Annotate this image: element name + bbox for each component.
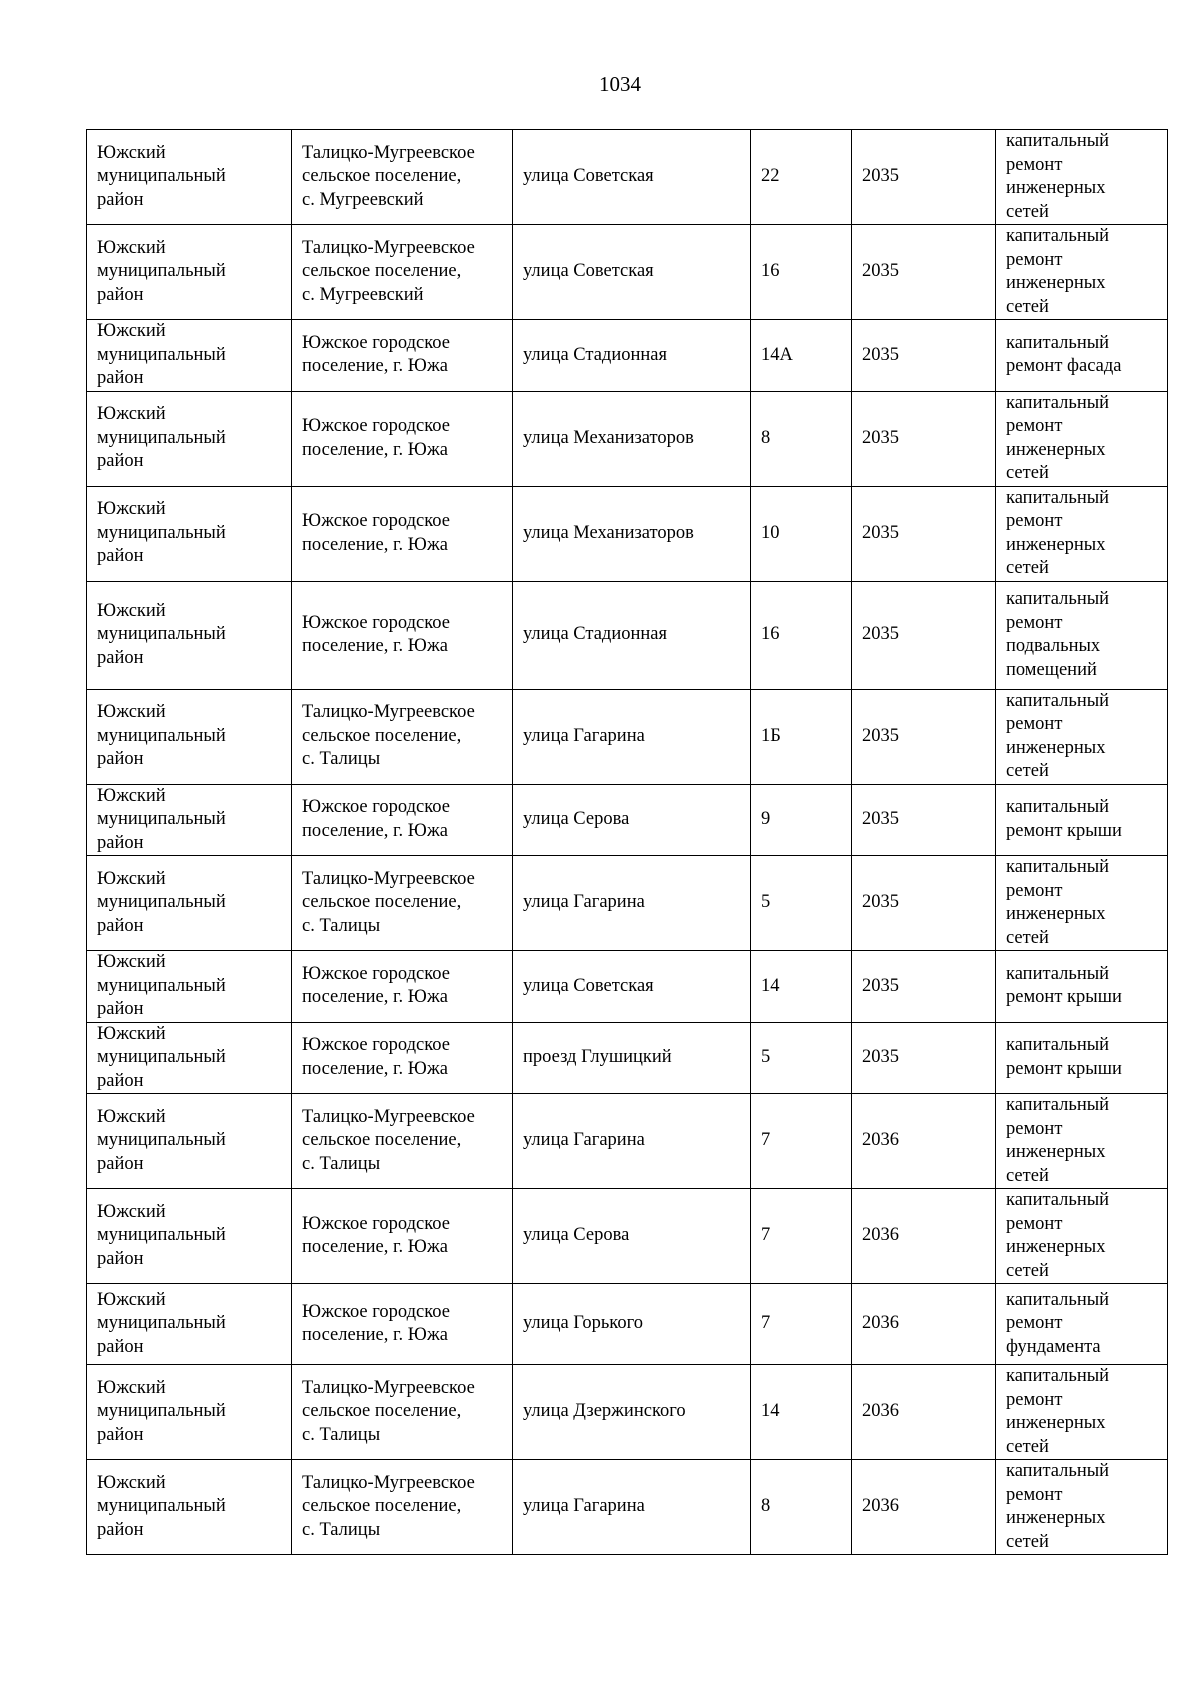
house-number-cell: 7 — [751, 1189, 852, 1284]
table-row — [87, 689, 1168, 784]
table-row — [87, 1284, 1168, 1365]
work-type-cell: капитальный ремонт инженерных сетей — [996, 856, 1168, 951]
work-type-cell: капитальный ремонт крыши — [996, 1022, 1168, 1094]
house-number-cell: 14А — [751, 320, 852, 392]
house-number-cell: 10 — [751, 486, 852, 581]
street-cell: улица Серова — [513, 784, 751, 856]
district-cell: Южский муниципальный район — [87, 320, 292, 392]
district-cell: Южский муниципальный район — [87, 486, 292, 581]
table-row — [87, 225, 1168, 320]
year-cell: 2035 — [852, 486, 996, 581]
work-type-cell: капитальный ремонт инженерных сетей — [996, 391, 1168, 486]
work-type-cell: капитальный ремонт инженерных сетей — [996, 1094, 1168, 1189]
table-row — [87, 1189, 1168, 1284]
settlement-cell: Южское городское поселение, г. Южа — [292, 784, 513, 856]
settlement-cell: Талицко-Мугреевское сельское поселение, с. Талицы — [292, 1460, 513, 1555]
table-row — [87, 130, 1168, 225]
work-type-cell: капитальный ремонт инженерных сетей — [996, 1365, 1168, 1460]
street-cell: улица Серова — [513, 1189, 751, 1284]
work-type-cell: капитальный ремонт крыши — [996, 784, 1168, 856]
table-row — [87, 486, 1168, 581]
work-type-cell: капитальный ремонт инженерных сетей — [996, 130, 1168, 225]
settlement-cell: Южское городское поселение, г. Южа — [292, 391, 513, 486]
table-row — [87, 1094, 1168, 1189]
table-row — [87, 1022, 1168, 1094]
street-cell: улица Гагарина — [513, 1460, 751, 1555]
settlement-cell: Талицко-Мугреевское сельское поселение, с. Талицы — [292, 1365, 513, 1460]
page-number: 1034 — [599, 72, 641, 96]
district-cell: Южский муниципальный район — [87, 1189, 292, 1284]
district-cell: Южский муниципальный район — [87, 391, 292, 486]
year-cell: 2035 — [852, 689, 996, 784]
table-row — [87, 581, 1168, 689]
street-cell: проезд Глушицкий — [513, 1022, 751, 1094]
house-number-cell: 22 — [751, 130, 852, 225]
district-cell: Южский муниципальный район — [87, 1284, 292, 1365]
settlement-cell: Талицко-Мугреевское сельское поселение, с. Талицы — [292, 1094, 513, 1189]
street-cell: улица Советская — [513, 951, 751, 1023]
street-cell: улица Советская — [513, 130, 751, 225]
work-type-cell: капитальный ремонт инженерных сетей — [996, 486, 1168, 581]
year-cell: 2035 — [852, 225, 996, 320]
street-cell: улица Механизаторов — [513, 486, 751, 581]
settlement-cell: Талицко-Мугреевское сельское поселение, с. Талицы — [292, 689, 513, 784]
district-cell: Южский муниципальный район — [87, 784, 292, 856]
year-cell: 2035 — [852, 391, 996, 486]
district-cell: Южский муниципальный район — [87, 951, 292, 1023]
street-cell: улица Стадионная — [513, 581, 751, 689]
house-number-cell: 8 — [751, 391, 852, 486]
work-type-cell: капитальный ремонт крыши — [996, 951, 1168, 1023]
year-cell: 2035 — [852, 951, 996, 1023]
registry-table-body — [87, 130, 1168, 1555]
settlement-cell: Южское городское поселение, г. Южа — [292, 951, 513, 1023]
settlement-cell: Южское городское поселение, г. Южа — [292, 1022, 513, 1094]
street-cell: улица Стадионная — [513, 320, 751, 392]
district-cell: Южский муниципальный район — [87, 1365, 292, 1460]
house-number-cell: 14 — [751, 1365, 852, 1460]
street-cell: улица Горького — [513, 1284, 751, 1365]
table-row — [87, 320, 1168, 392]
table-row — [87, 784, 1168, 856]
work-type-cell: капитальный ремонт инженерных сетей — [996, 225, 1168, 320]
work-type-cell: капитальный ремонт инженерных сетей — [996, 689, 1168, 784]
house-number-cell: 14 — [751, 951, 852, 1023]
district-cell: Южский муниципальный район — [87, 581, 292, 689]
table-row — [87, 1460, 1168, 1555]
registry-table — [86, 129, 1168, 1555]
settlement-cell: Талицко-Мугреевское сельское поселение, с. Мугреевский — [292, 225, 513, 320]
year-cell: 2036 — [852, 1284, 996, 1365]
district-cell: Южский муниципальный район — [87, 130, 292, 225]
work-type-cell: капитальный ремонт подвальных помещений — [996, 581, 1168, 689]
settlement-cell: Южское городское поселение, г. Южа — [292, 486, 513, 581]
year-cell: 2035 — [852, 1022, 996, 1094]
district-cell: Южский муниципальный район — [87, 1460, 292, 1555]
work-type-cell: капитальный ремонт фундамента — [996, 1284, 1168, 1365]
year-cell: 2035 — [852, 320, 996, 392]
work-type-cell: капитальный ремонт фасада — [996, 320, 1168, 392]
settlement-cell: Талицко-Мугреевское сельское поселение, с. Мугреевский — [292, 130, 513, 225]
house-number-cell: 5 — [751, 1022, 852, 1094]
street-cell: улица Дзержинского — [513, 1365, 751, 1460]
house-number-cell: 1Б — [751, 689, 852, 784]
table-row — [87, 951, 1168, 1023]
house-number-cell: 16 — [751, 581, 852, 689]
work-type-cell: капитальный ремонт инженерных сетей — [996, 1460, 1168, 1555]
work-type-cell: капитальный ремонт инженерных сетей — [996, 1189, 1168, 1284]
district-cell: Южский муниципальный район — [87, 1022, 292, 1094]
street-cell: улица Механизаторов — [513, 391, 751, 486]
settlement-cell: Южское городское поселение, г. Южа — [292, 1284, 513, 1365]
table-row — [87, 856, 1168, 951]
district-cell: Южский муниципальный район — [87, 689, 292, 784]
year-cell: 2036 — [852, 1460, 996, 1555]
district-cell: Южский муниципальный район — [87, 856, 292, 951]
table-row — [87, 391, 1168, 486]
house-number-cell: 9 — [751, 784, 852, 856]
settlement-cell: Южское городское поселение, г. Южа — [292, 581, 513, 689]
district-cell: Южский муниципальный район — [87, 225, 292, 320]
house-number-cell: 5 — [751, 856, 852, 951]
house-number-cell: 7 — [751, 1094, 852, 1189]
street-cell: улица Гагарина — [513, 856, 751, 951]
year-cell: 2035 — [852, 784, 996, 856]
street-cell: улица Советская — [513, 225, 751, 320]
year-cell: 2036 — [852, 1094, 996, 1189]
table-row — [87, 1365, 1168, 1460]
settlement-cell: Талицко-Мугреевское сельское поселение, с. Талицы — [292, 856, 513, 951]
house-number-cell: 8 — [751, 1460, 852, 1555]
year-cell: 2035 — [852, 856, 996, 951]
settlement-cell: Южское городское поселение, г. Южа — [292, 1189, 513, 1284]
street-cell: улица Гагарина — [513, 689, 751, 784]
district-cell: Южский муниципальный район — [87, 1094, 292, 1189]
street-cell: улица Гагарина — [513, 1094, 751, 1189]
year-cell: 2036 — [852, 1365, 996, 1460]
settlement-cell: Южское городское поселение, г. Южа — [292, 320, 513, 392]
year-cell: 2035 — [852, 130, 996, 225]
house-number-cell: 7 — [751, 1284, 852, 1365]
house-number-cell: 16 — [751, 225, 852, 320]
year-cell: 2036 — [852, 1189, 996, 1284]
year-cell: 2035 — [852, 581, 996, 689]
